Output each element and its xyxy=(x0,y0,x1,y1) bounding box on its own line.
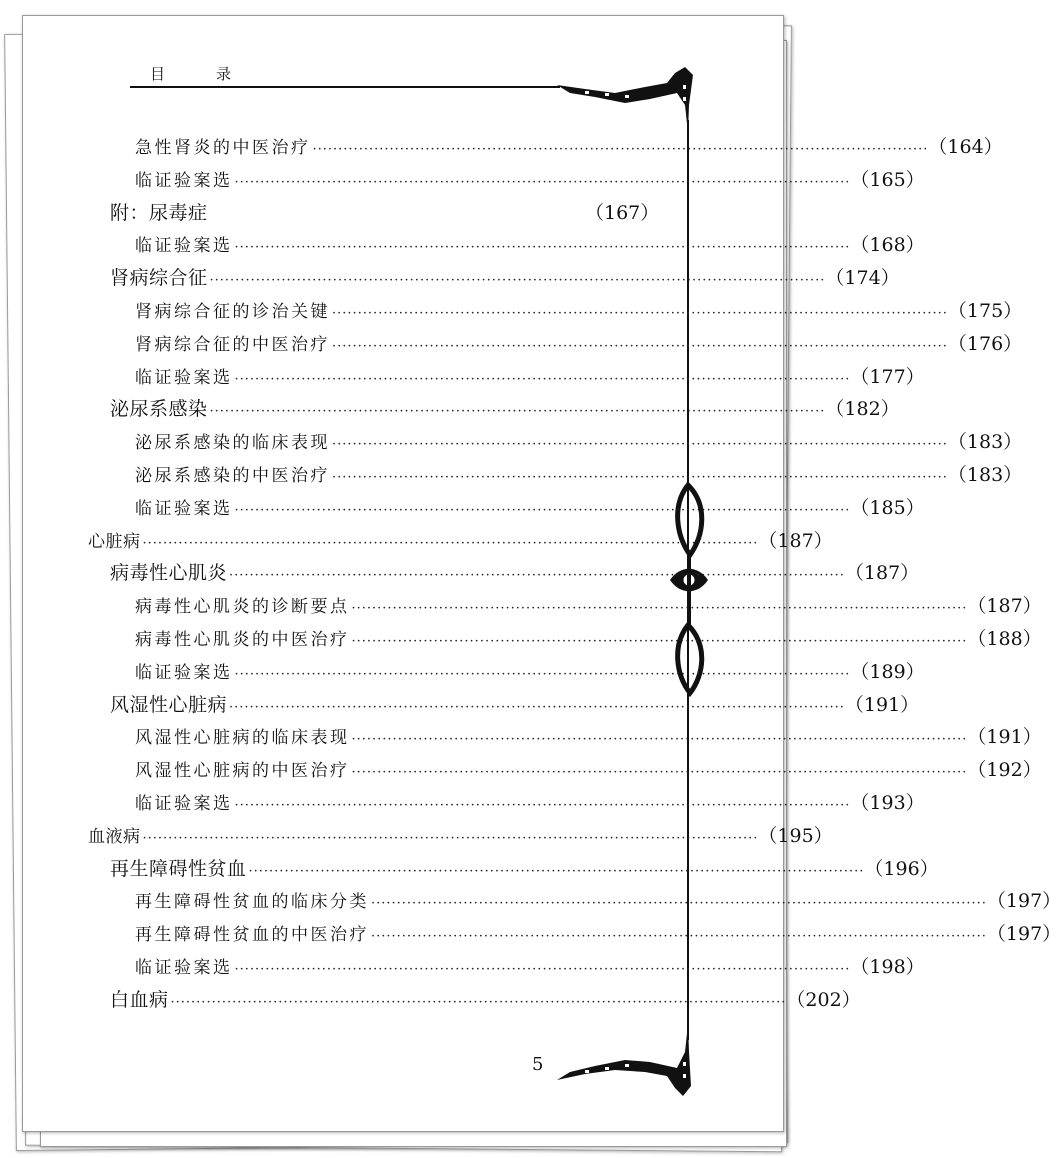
toc-entry-title: 病毒性心肌炎 xyxy=(110,562,228,585)
toc-entry-page: （182） xyxy=(825,398,900,421)
toc-entry-page: （185） xyxy=(850,496,925,519)
toc-entry-title: 心脏病 xyxy=(88,531,141,552)
toc-entry xyxy=(110,690,920,720)
toc-entry xyxy=(135,132,1003,162)
toc-entry xyxy=(135,952,925,982)
leader-dots: ························································································································ xyxy=(351,732,968,748)
toc-entry xyxy=(135,886,1061,916)
toc-entry-title: 附：尿毒症 xyxy=(110,201,208,224)
page-number: 5 xyxy=(532,1054,544,1075)
toc-entry-title: 临证验案选 xyxy=(135,236,233,257)
toc-entry xyxy=(88,821,833,851)
toc-entry-title: 临证验案选 xyxy=(135,662,233,683)
toc-entry xyxy=(110,854,939,884)
leader-dots: ························································································································ xyxy=(371,929,987,945)
toc-entry xyxy=(135,591,1042,621)
toc-entry-page: （187） xyxy=(758,529,833,552)
toc-entry-title: 肾病综合征的中医治疗 xyxy=(135,334,330,355)
toc-entry-title: 泌尿系感染的临床表现 xyxy=(135,433,330,454)
toc-entry-page: （168） xyxy=(850,234,925,257)
toc-entry-title: 白血病 xyxy=(110,988,169,1011)
running-header: 目 录 xyxy=(150,65,250,83)
leader-dots: ························································································································ xyxy=(351,634,968,649)
toc-entry-page: （183） xyxy=(947,431,1023,454)
toc-entry-page: （189） xyxy=(850,660,925,683)
leader-dots: ························································································································ xyxy=(234,962,851,977)
toc-entry-title: 泌尿系感染 xyxy=(110,398,208,421)
toc-entry-page: （187） xyxy=(967,595,1042,618)
leader-dots: ························································································································ xyxy=(229,699,845,715)
toc-entry-title: 急性肾炎的中医治疗 xyxy=(135,138,311,158)
toc-entry-title: 临证验案选 xyxy=(135,958,233,978)
toc-entry xyxy=(135,755,1042,785)
leader-dots: ························································································································ xyxy=(371,896,987,912)
leader-dots: ························································································································ xyxy=(142,535,759,551)
toc-entry-title: 肾病综合征的诊治关键 xyxy=(135,302,330,322)
toc-entry-title: 再生障碍性贫血的临床分类 xyxy=(135,892,369,913)
toc-entry-page: （175） xyxy=(947,300,1023,322)
toc-entry-page: （196） xyxy=(864,857,939,880)
toc-entry xyxy=(110,558,920,588)
leader-dots: ························································································································ xyxy=(234,174,851,190)
toc-entry-page: （193） xyxy=(850,792,925,814)
toc-entry-title: 泌尿系感染的中医治疗 xyxy=(135,466,330,486)
toc-entry-page: （188） xyxy=(967,628,1042,650)
toc-entry xyxy=(110,394,900,424)
leader-dots: ························································································································ xyxy=(332,470,948,485)
leader-dots: ························································································································ xyxy=(229,568,845,584)
toc-entry xyxy=(135,230,925,260)
leader-dots: ························································································································ xyxy=(142,830,759,846)
toc-entry-page: （191） xyxy=(844,693,920,716)
toc-entry xyxy=(135,788,925,818)
leader-dots: ························································································································ xyxy=(234,502,851,518)
toc-entry-page: （195） xyxy=(758,824,833,847)
toc-entry xyxy=(135,296,1023,326)
leader-dots: ························································································································ xyxy=(209,273,826,289)
leader-dots: ························································································································ xyxy=(234,666,851,682)
leader-dots: ························································································································ xyxy=(209,404,826,420)
leader-dots: ························································································································ xyxy=(312,142,929,157)
toc-entry xyxy=(135,722,1042,752)
leader-dots: ························································································································ xyxy=(332,338,948,354)
toc-entry-page: （198） xyxy=(850,956,925,978)
leader-dots: ························································································································ xyxy=(332,437,948,453)
corner-ornament-icon xyxy=(555,65,700,135)
toc-entry xyxy=(110,263,900,293)
toc-entry-page: （197） xyxy=(986,923,1061,946)
toc-entry-page: （164） xyxy=(928,136,1003,158)
toc-entry xyxy=(135,460,1023,490)
toc-entry-page: （177） xyxy=(850,365,925,388)
toc-entry-title: 血液病 xyxy=(88,826,141,847)
toc-entry xyxy=(110,198,660,228)
toc-entry-page: （165） xyxy=(850,168,925,191)
toc-entry-title: 风湿性心脏病的临床表现 xyxy=(135,728,350,749)
toc-entry-title: 再生障碍性贫血 xyxy=(110,857,247,880)
leader-dots: ························································································································ xyxy=(351,765,968,781)
leader-dots: ························································································································ xyxy=(170,994,787,1010)
leader-dots: ························································································································ xyxy=(234,798,851,813)
toc-entry-title: 风湿性心脏病 xyxy=(110,693,228,716)
toc-entry xyxy=(135,329,1023,359)
toc-entry-title: 临证验案选 xyxy=(135,498,233,519)
toc-entry-page: （197） xyxy=(986,890,1061,913)
toc-entry xyxy=(135,362,925,392)
toc-entry xyxy=(88,526,833,556)
toc-entry xyxy=(135,657,925,687)
toc-entry-title: 临证验案选 xyxy=(135,794,233,814)
leader-dots: ························································································································ xyxy=(234,240,851,256)
toc-entry xyxy=(135,624,1042,654)
toc-entry-page: （202） xyxy=(786,988,861,1011)
toc-entry-page: （187） xyxy=(844,562,920,585)
leader-dots: ························································································································ xyxy=(351,601,968,617)
toc-entry-title: 病毒性心肌炎的诊断要点 xyxy=(135,597,350,618)
toc-entry xyxy=(110,985,861,1015)
leader-dots: ························································································································ xyxy=(234,371,851,387)
toc-entry-page: （192） xyxy=(967,759,1042,782)
toc-entry-page: （191） xyxy=(967,726,1042,749)
toc-entry-page: （167） xyxy=(585,201,660,224)
toc-entry xyxy=(135,493,925,523)
toc-entry-title: 再生障碍性贫血的中医治疗 xyxy=(135,925,369,946)
leader-dots: ························································································································ xyxy=(332,306,948,321)
corner-ornament-icon xyxy=(555,1022,700,1102)
toc-entry-page: （176） xyxy=(947,332,1023,355)
toc-entry-title: 肾病综合征 xyxy=(110,267,208,290)
toc-entry-title: 风湿性心脏病的中医治疗 xyxy=(135,761,350,782)
toc-entry xyxy=(135,427,1023,457)
toc-entry-title: 病毒性心肌炎的中医治疗 xyxy=(135,630,350,650)
header-rule xyxy=(130,86,560,88)
leader-dots: ························································································································ xyxy=(248,863,865,879)
toc-entry-page: （183） xyxy=(947,464,1023,486)
toc-entry-page: （174） xyxy=(825,267,900,290)
toc-entry-title: 临证验案选 xyxy=(135,170,233,191)
toc-entry xyxy=(135,919,1061,949)
toc-entry xyxy=(135,165,925,195)
toc-entry-title: 临证验案选 xyxy=(135,367,233,388)
